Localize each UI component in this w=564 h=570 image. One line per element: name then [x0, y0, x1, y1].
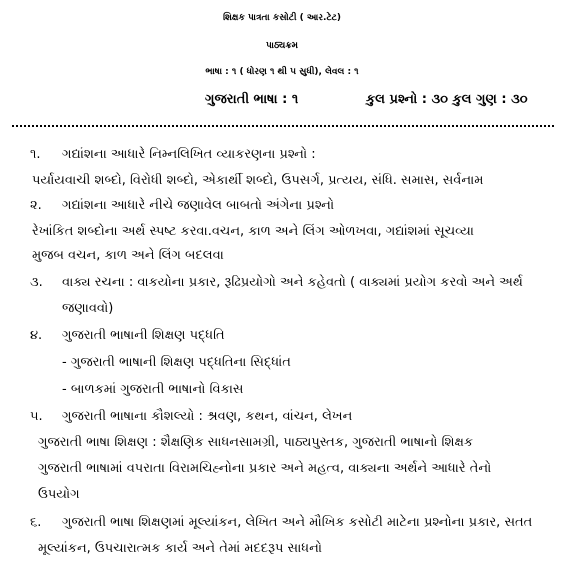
item-heading: ગુજરાતી ભાષાના કૌશલ્યો : શ્રવણ, કથન, વાંચન, લેખન — [62, 409, 353, 424]
item-heading: ગદ્યાંશના આધારે નિમ્નલિખિત વ્યાકરણના પ્રશ્નો : — [62, 147, 316, 162]
item-number: ૧. — [30, 147, 41, 162]
item-number: ૩. — [30, 275, 43, 290]
item-heading: ગુજરાતી ભાષાની શિક્ષણ પદ્ધતિ — [62, 328, 225, 343]
item-line: - ગુજરાતી ભાષાની શિક્ષણ પદ્ધતિના સિદ્ધાંત — [62, 355, 291, 370]
item-heading: વાક્ય રચના : વાકયોના પ્રકાર, રૂઢિપ્રયોગો અને કહેવતો ( વાક્યમાં પ્રયોગ કરવો અને અર્થ — [62, 275, 523, 290]
language-level: ભાષા : ૧ ( ધોરણ ૧ થી ૫ સુધી), લેવલ : ૧ — [205, 67, 359, 77]
paper-name: ગુજરાતી ભાષા : ૧ — [205, 92, 299, 107]
item-line: - બાળકમાં ગુજરાતી ભાષાનો વિકાસ — [62, 382, 244, 397]
item-number: ૬. — [30, 515, 42, 530]
document-title: શિક્ષક પાત્રતા કસોટી ( આર.ટેટ) — [222, 13, 342, 23]
item-line: ગુજરાતી ભાષા શિક્ષણ : શૈક્ષણિક સાધનસામગ્રી, પાઠ્યપુસ્તક, ગુજરાતી ભાષાનો શિક્ષક — [38, 435, 474, 450]
document-subtitle: પાઠ્યક્રમ — [265, 41, 299, 51]
marks-summary: કુલ પ્રશ્નો : ૩૦ કુલ ગુણ : ૩૦ — [366, 92, 528, 107]
item-line: પર્યાયવાચી શબ્દો, વિરોધી શબ્દો, એકાર્થી શબ્દો, ઉપસર્ગ, પ્રત્યય, સંધિ. સમાસ, સર્વનામ — [32, 173, 484, 188]
item-line: મૂલ્યાંકન, ઉપચારાત્મક કાર્ય અને તેમાં મદદરૂપ સાધનો — [38, 541, 323, 556]
item-line: મુજબ વચન, કાળ અને લિંગ બદલવા — [32, 248, 224, 263]
item-line: જણાવવો) — [62, 301, 114, 316]
item-line: ગુજરાતી ભાષામાં વપરાતા વિરામચિહ્નોના પ્રકાર અને મહત્વ, વાક્યના અર્થને આધારે તેનો — [38, 461, 492, 476]
item-number: ૫. — [30, 409, 43, 424]
item-number: ૨. — [30, 198, 42, 213]
item-heading: ગદ્યાંશના આધારે નીચે જણાવેલ બાબતો અંગેના પ્રશ્નો — [62, 198, 335, 213]
item-heading: ગુજરાતી ભાષા શિક્ષણમાં મૂલ્યાંકન, લેખિત અને મૌખિક કસોટી માટેના પ્રશ્નોના પ્રકાર, સતત — [62, 515, 533, 530]
dotted-divider — [12, 125, 554, 127]
item-number: ૪. — [30, 328, 43, 343]
item-line: ઉપયોગ — [38, 487, 80, 502]
item-line: રેખાંકિત શબ્દોના અર્થ સ્પષ્ટ કરવા.વચન, કાળ અને લિંગ ઓળખવા, ગદ્યાંશમાં સૂચવ્યા — [32, 224, 474, 239]
